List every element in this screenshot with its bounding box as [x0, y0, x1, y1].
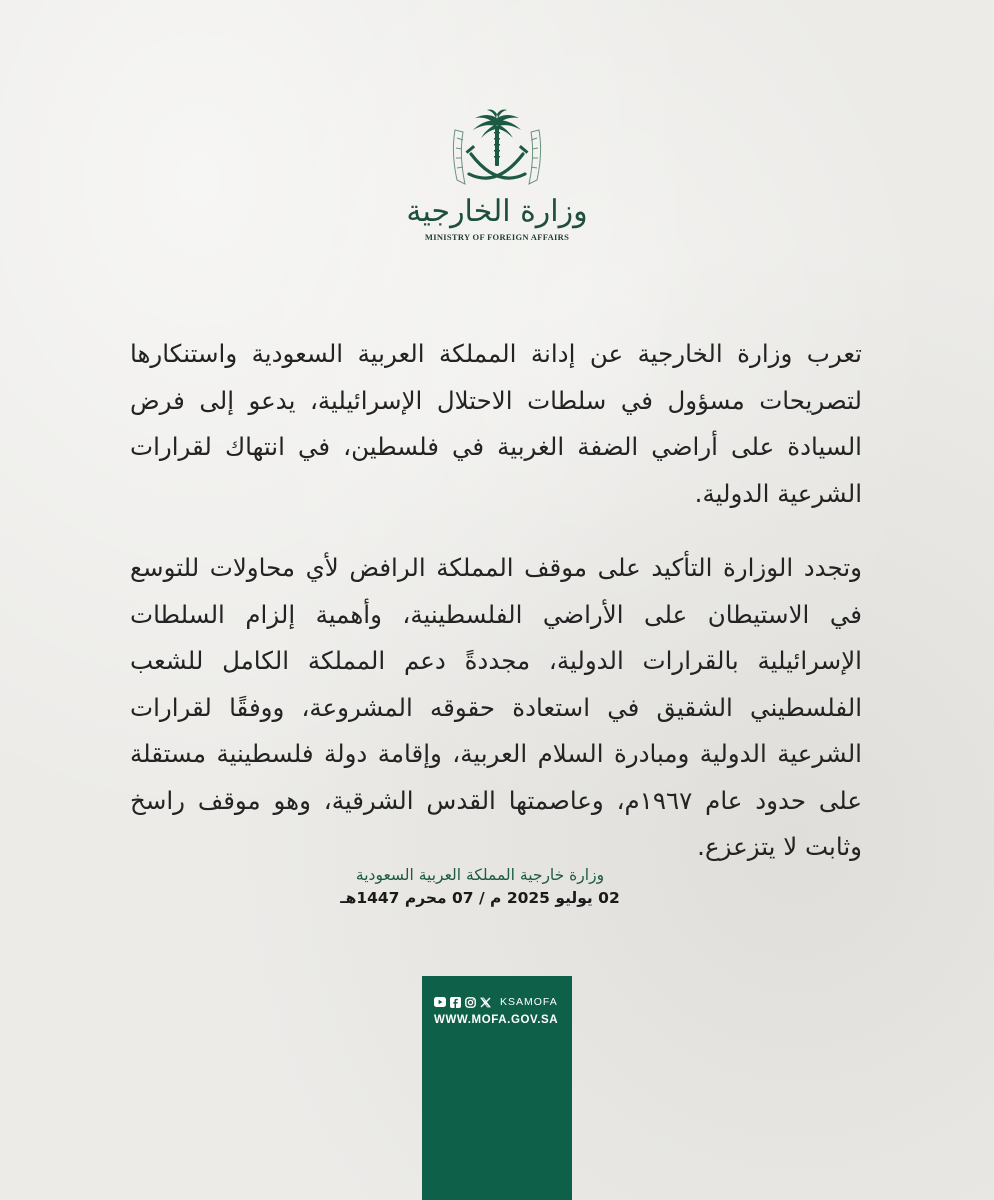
facebook-icon[interactable]: [449, 996, 461, 1008]
saudi-palm-swords-emblem-icon: [447, 108, 547, 196]
website-link[interactable]: WWW.MOFA.GOV.SA: [434, 1014, 559, 1026]
social-links: [434, 995, 558, 1009]
statement-paragraph-2: وتجدد الوزارة التأكيد على موقف المملكة الرافض لأي محاولات للتوسع في الاستيطان على الأراضي الفلسطينية، وأهمية إلزام السلطات الإسرائيلية بالقرارات الدولية، مجددةً دعم المملكة الكامل للشعب الفلسطيني الشقيق في استعادة حقوقه المشروعة، ووفقًا لقرارات الشرعية الدولية ومبادرة السلام العربية، وإقامة دولة فلسطينية مستقلة على حدود عام ١٩٦٧م، وعاصمتها القدس الشرقية، وهو موقف راسخ وثابت لا يتزعزع.: [130, 553, 863, 861]
social-handle[interactable]: KSAMOFA: [500, 996, 558, 1008]
logo-english-wordmark: MINISTRY OF FOREIGN AFFAIRS: [424, 232, 570, 242]
youtube-icon[interactable]: [434, 996, 446, 1008]
x-icon[interactable]: [479, 996, 491, 1008]
issuer-signature: وزارة خارجية المملكة العربية السعودية: [355, 866, 605, 884]
instagram-icon[interactable]: [464, 996, 476, 1008]
footer-panel: [422, 976, 572, 1200]
statement-paragraph-1: تعرب وزارة الخارجية عن إدانة المملكة العربية السعودية واستنكارها لتصريحات مسؤول في سلطات الاحتلال الإسرائيلية، يدعو إلى فرض السيادة على أراضي الضفة الغربية في فلسطين، في انتهاك لقرارات الشرعية الدولية.: [130, 339, 862, 508]
statement-date: 02 يوليو 2025 م / 07 محرم 1447هـ: [340, 889, 620, 907]
logo-arabic-wordmark: وزارة الخارجية: [406, 194, 588, 229]
